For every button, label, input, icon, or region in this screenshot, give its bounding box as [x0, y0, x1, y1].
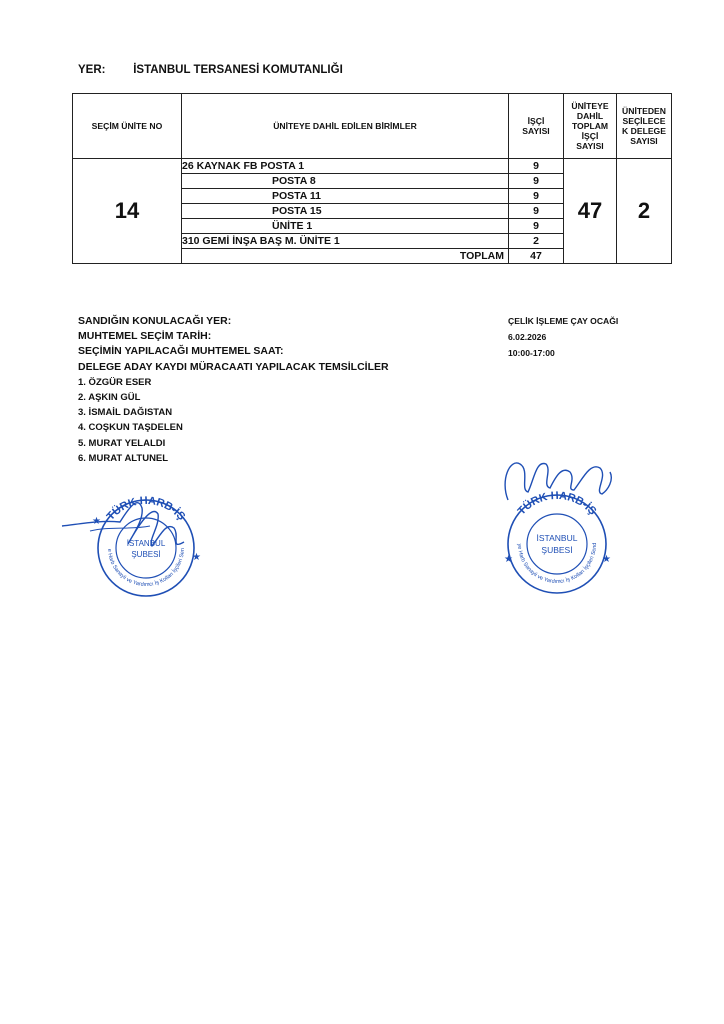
- header-delege-line: K DELEGE: [622, 126, 666, 136]
- birim-count: 9: [509, 174, 564, 189]
- birim-count: 9: [509, 204, 564, 219]
- stamp-center-line-1: İSTANBUL: [536, 533, 578, 543]
- header-delege-line: ÜNİTEDEN: [622, 106, 666, 116]
- birim-name: 310 GEMİ İNŞA BAŞ M. ÜNİTE 1: [182, 234, 509, 249]
- header-toplam-isci: [564, 94, 617, 159]
- header-delege-line: SAYISI: [630, 136, 658, 146]
- stamp-center-line-2: ŞUBESİ: [541, 545, 573, 555]
- birim-name: POSTA 15: [182, 204, 509, 219]
- header-isci-line: İŞÇİ: [527, 116, 545, 126]
- header-toplam-line: ÜNİTEYE: [571, 101, 609, 111]
- temsilciler-label: DELEGE ADAY KAYDI MÜRACAATI YAPILACAK TEMSİLCİLER: [78, 360, 389, 373]
- header-toplam-line: İŞÇİ: [581, 131, 599, 141]
- header-toplam-line: DAHİL: [576, 111, 604, 121]
- location-label: YER:: [78, 64, 106, 76]
- table-row: [73, 159, 672, 174]
- tarih-value: 6.02.2026: [508, 332, 547, 342]
- stamp-center-line-2: ŞUBESİ: [131, 550, 161, 559]
- header-delege-sayisi: [617, 94, 672, 159]
- header-birimler: ÜNİTEYE DAHİL EDİLEN BİRİMLER: [182, 94, 509, 159]
- header-secim-unite-no: SEÇİM ÜNİTE NO: [73, 94, 182, 159]
- election-units-table: [72, 93, 672, 264]
- saat-value: 10:00-17:00: [508, 348, 555, 358]
- star-icon: ★: [504, 554, 513, 565]
- header-delege-line: SEÇİLECE: [622, 116, 666, 126]
- stamp-top-textpath: TÜRK HARB-İŞ: [515, 489, 599, 518]
- location-value: İSTANBUL TERSANESİ KOMUTANLIĞI: [133, 64, 343, 76]
- header-toplam-line: TOPLAM: [571, 121, 609, 131]
- birim-name: POSTA 8: [182, 174, 509, 189]
- sandik-yeri-value: ÇELİK İŞLEME ÇAY OCAĞI: [508, 316, 619, 326]
- star-icon: ★: [92, 516, 101, 527]
- stamp-bottom-textpath: ye Harb Sanayii ve Yardımcı İş Kolları İşçileri Send: [515, 542, 599, 586]
- saat-label: SEÇİMİN YAPILACAĞI MUHTEMEL SAAT:: [78, 345, 284, 358]
- temsilci-item: 2. AŞKIN GÜL: [78, 392, 141, 404]
- star-icon: ★: [192, 552, 201, 563]
- toplam-isci-cell: 47: [564, 159, 617, 264]
- temsilci-item: 6. MURAT ALTUNEL: [78, 452, 169, 464]
- birim-count: 9: [509, 189, 564, 204]
- secim-unite-no-cell: 14: [73, 159, 182, 264]
- birim-name: ÜNİTE 1: [182, 219, 509, 234]
- header-isci-line: SAYISI: [522, 126, 550, 136]
- temsilci-item: 5. MURAT YELALDI: [78, 437, 166, 449]
- sandik-label: SANDIĞIN KONULACAĞI YER:: [78, 315, 232, 327]
- delege-sayisi-cell: 2: [617, 159, 672, 264]
- birim-count: 2: [509, 234, 564, 249]
- birim-count: 9: [509, 219, 564, 234]
- election-values: [508, 313, 618, 361]
- stamp-center-line-1: İSTANBUL: [126, 539, 166, 548]
- location-line: [78, 64, 343, 76]
- election-info: [78, 314, 389, 466]
- birim-count: 9: [509, 159, 564, 174]
- birim-name: POSTA 11: [182, 189, 509, 204]
- temsilci-item: 1. ÖZGÜR ESER: [78, 376, 152, 388]
- star-icon: ★: [602, 554, 611, 565]
- toplam-value: 47: [509, 249, 564, 264]
- temsilci-item: 4. COŞKUN TAŞDELEN: [78, 422, 183, 434]
- stamp-top-textpath: TÜRK HARB-İŞ: [104, 494, 188, 523]
- tarih-label: MUHTEMEL SEÇİM TARİH:: [78, 330, 212, 343]
- table-header-row: [73, 94, 672, 159]
- header-isci-sayisi: [509, 94, 564, 159]
- birim-name: 26 KAYNAK FB POSTA 1: [182, 159, 509, 174]
- union-stamp-left: [60, 486, 210, 598]
- header-toplam-line: SAYISI: [576, 141, 604, 151]
- stamp-bottom-textpath: e Harb Sanayii ve Yardımcı İş Kolları İşçileri Sen: [105, 548, 187, 589]
- stamp-top-text: [516, 490, 599, 518]
- temsilci-item: 3. İSMAİL DAĞISTAN: [78, 407, 173, 419]
- toplam-label: TOPLAM: [182, 249, 509, 264]
- union-stamp-right: [490, 440, 624, 598]
